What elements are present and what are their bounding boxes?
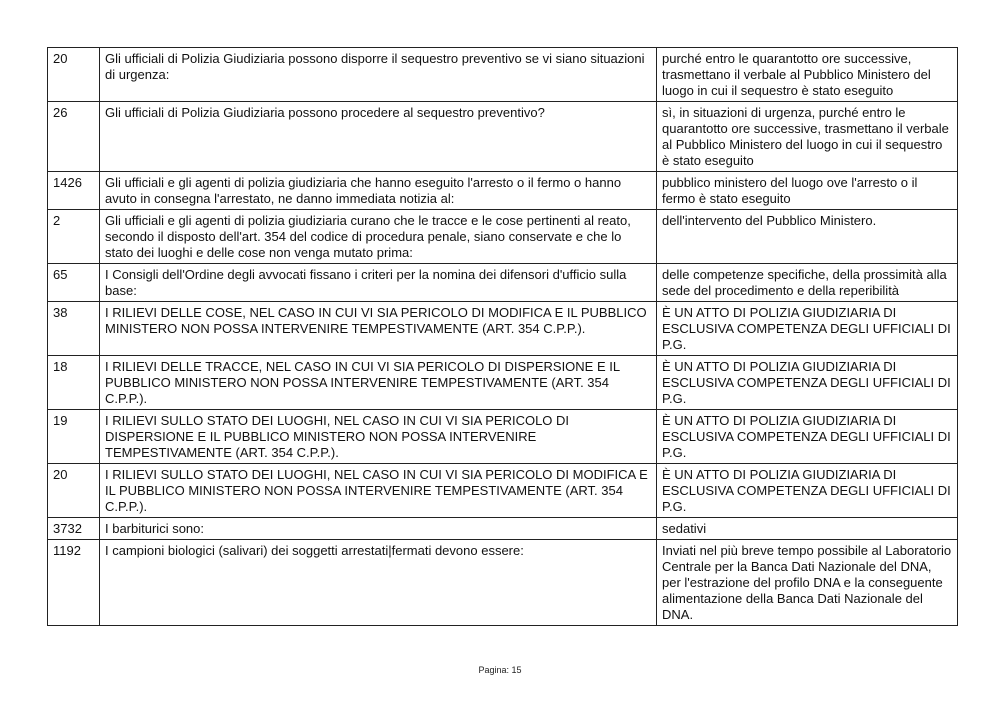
table-row [48,172,958,210]
question-text: Gli ufficiali di Polizia Giudiziaria possono disporre il sequestro preventivo se vi siano situazioni di urgenza: [100,48,657,102]
answer-text: pubblico ministero del luogo ove l'arresto o il fermo è stato eseguito [657,172,958,210]
question-text: Gli ufficiali di Polizia Giudiziaria possono procedere al sequestro preventivo? [100,102,657,172]
answer-text: purché entro le quarantotto ore successive, trasmettano il verbale al Pubblico Ministero del luogo in cui il sequestro è stato eseguito [657,48,958,102]
table-row [48,302,958,356]
answer-text: È UN ATTO DI POLIZIA GIUDIZIARIA DI ESCLUSIVA COMPETENZA DEGLI UFFICIALI DI P.G. [657,464,958,518]
table-row [48,264,958,302]
question-text: I RILIEVI DELLE TRACCE, NEL CASO IN CUI VI SIA PERICOLO DI DISPERSIONE E IL PUBBLICO MINISTERO NON POSSA INTERVENIRE TEMPESTIVAMENTE (ART. 354 C.P.P.). [100,356,657,410]
answer-text: dell'intervento del Pubblico Ministero. [657,210,958,264]
question-answer-table [47,47,958,626]
question-number: 20 [48,48,100,102]
question-text: I barbiturici sono: [100,518,657,540]
question-number: 38 [48,302,100,356]
answer-text: delle competenze specifiche, della prossimità alla sede del procedimento e della reperibilità [657,264,958,302]
answer-text: È UN ATTO DI POLIZIA GIUDIZIARIA DI ESCLUSIVA COMPETENZA DEGLI UFFICIALI DI P.G. [657,302,958,356]
question-number: 26 [48,102,100,172]
question-text: Gli ufficiali e gli agenti di polizia giudiziaria che hanno eseguito l'arresto o il fermo o hanno avuto in consegna l'arrestato, ne danno immediata notizia al: [100,172,657,210]
table-row [48,48,958,102]
question-number: 18 [48,356,100,410]
table-row [48,540,958,626]
question-text: I RILIEVI SULLO STATO DEI LUOGHI, NEL CASO IN CUI VI SIA PERICOLO DI MODIFICA E IL PUBBLICO MINISTERO NON POSSA INTERVENIRE TEMPESTIVAMENTE (ART. 354 C.P.P.). [100,464,657,518]
table-row [48,464,958,518]
question-text: I campioni biologici (salivari) dei soggetti arrestati|fermati devono essere: [100,540,657,626]
question-number: 1426 [48,172,100,210]
question-number: 3732 [48,518,100,540]
table-row [48,518,958,540]
question-number: 19 [48,410,100,464]
answer-text: sedativi [657,518,958,540]
table-row [48,102,958,172]
table-row [48,210,958,264]
question-text: I Consigli dell'Ordine degli avvocati fissano i criteri per la nomina dei difensori d'ufficio sulla base: [100,264,657,302]
answer-text: È UN ATTO DI POLIZIA GIUDIZIARIA DI ESCLUSIVA COMPETENZA DEGLI UFFICIALI DI P.G. [657,356,958,410]
answer-text: Inviati nel più breve tempo possibile al Laboratorio Centrale per la Banca Dati Nazionale del DNA, per l'estrazione del profilo DNA e la conseguente alimentazione della Banca Dati Nazionale del DNA. [657,540,958,626]
table-row [48,410,958,464]
question-number: 65 [48,264,100,302]
answer-text: sì, in situazioni di urgenza, purché entro le quarantotto ore successive, trasmettano il verbale al Pubblico Ministero del luogo in cui il sequestro è stato eseguito [657,102,958,172]
page-number-footer: Pagina: 15 [478,665,522,675]
question-text: I RILIEVI SULLO STATO DEI LUOGHI, NEL CASO IN CUI VI SIA PERICOLO DI DISPERSIONE E IL PUBBLICO MINISTERO NON POSSA INTERVENIRE TEMPESTIVAMENTE (ART. 354 C.P.P.). [100,410,657,464]
answer-text: È UN ATTO DI POLIZIA GIUDIZIARIA DI ESCLUSIVA COMPETENZA DEGLI UFFICIALI DI P.G. [657,410,958,464]
table-row [48,356,958,410]
question-number: 20 [48,464,100,518]
question-number: 1192 [48,540,100,626]
question-text: I RILIEVI DELLE COSE, NEL CASO IN CUI VI SIA PERICOLO DI MODIFICA E IL PUBBLICO MINISTERO NON POSSA INTERVENIRE TEMPESTIVAMENTE (ART. 354 C.P.P.). [100,302,657,356]
question-text: Gli ufficiali e gli agenti di polizia giudiziaria curano che le tracce e le cose pertinenti al reato, secondo il disposto dell'art. 354 del codice di procedura penale, siano conservate e che lo stato dei luoghi e delle cose non venga mutato prima: [100,210,657,264]
question-number: 2 [48,210,100,264]
